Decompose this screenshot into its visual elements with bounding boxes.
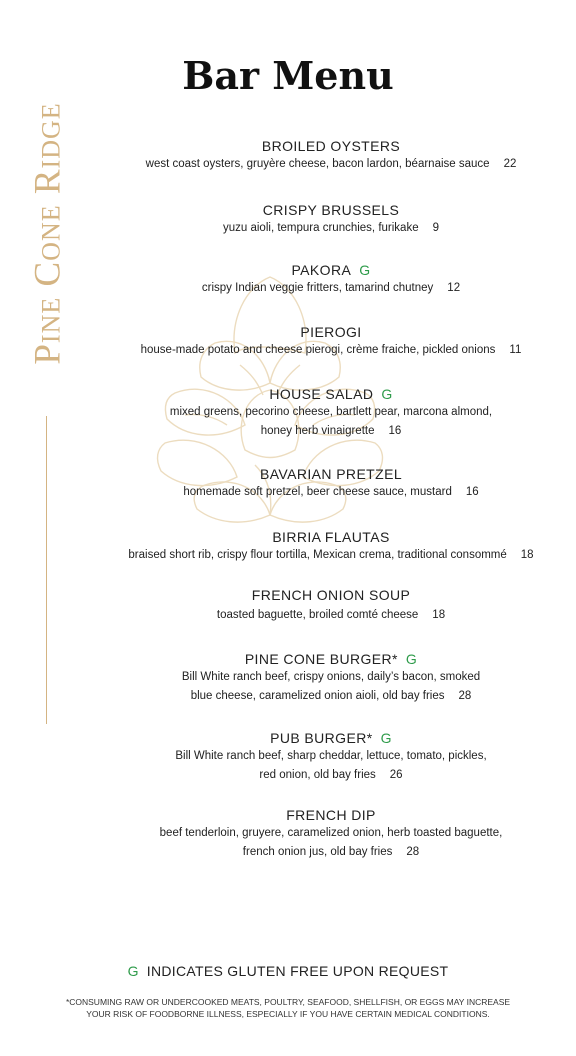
food-safety-disclaimer: *CONSUMING RAW OR UNDERCOOKED MEATS, POULTRY, SEAFOOD, SHELLFISH, OR EGGS MAY INCREASE YOUR RISK OF FOODBORNE ILLNESS, ESPECIALLY IF YOU HAVE CERTAIN MEDICAL CONDITIONS.: [65, 997, 511, 1019]
item-name: BIRRIA FLAUTAS: [272, 529, 390, 545]
menu-item-french-onion-soup: [86, 586, 576, 625]
item-name: BROILED OYSTERS: [261, 138, 401, 154]
item-description: Bill White ranch beef, crispy onions, daily’s bacon, smoked blue cheese, caramelized onion aioli, old bay fries 28: [181, 671, 481, 702]
item-name: FRENCH ONION SOUP: [251, 587, 411, 603]
item-description: homemade soft pretzel, beer cheese sauce, mustard 16: [183, 486, 479, 498]
item-price: 28: [406, 846, 420, 858]
gluten-free-marker: G: [359, 262, 371, 278]
menu-item-pub-burger: [86, 729, 576, 785]
item-name: CRISPY BRUSSELS: [262, 202, 400, 218]
item-price: 22: [503, 158, 517, 170]
gluten-free-marker: G: [405, 651, 418, 667]
item-price: 12: [447, 282, 461, 294]
brand-logo: [22, 80, 74, 386]
brand-divider-line: [46, 416, 47, 724]
menu-item-crispy-brussels: [86, 201, 576, 238]
item-description: mixed greens, pecorino cheese, bartlett pear, marcona almond, honey herb vinaigrette 16: [169, 406, 493, 437]
item-price: 26: [389, 769, 403, 781]
menu-item-pierogi: [86, 323, 576, 360]
menu-item-pakora: [86, 261, 576, 298]
item-price: 16: [388, 425, 402, 437]
brand-name: Pine Cone Ridge: [27, 101, 69, 365]
item-name: PAKORA G: [291, 262, 371, 278]
item-description: house-made potato and cheese pierogi, crème fraiche, pickled onions 11: [140, 344, 522, 356]
item-name: PUB BURGER* G: [270, 730, 392, 746]
item-price: 9: [432, 222, 439, 234]
menu-item-house-salad: [86, 385, 576, 441]
menu-item-bavarian-pretzel: [86, 465, 576, 502]
item-price: 18: [520, 549, 534, 561]
item-description: toasted baguette, broiled comté cheese 18: [216, 609, 446, 621]
item-description: braised short rib, crispy flour tortilla, Mexican crema, traditional consommé 18: [128, 549, 534, 561]
item-description: beef tenderloin, gruyere, caramelized onion, herb toasted baguette, french onion jus, old bay fries 28: [159, 827, 503, 858]
menu-item-broiled-oysters: [86, 137, 576, 174]
item-price: 28: [458, 690, 472, 702]
item-name: PIEROGI: [300, 324, 362, 340]
item-description: west coast oysters, gruyère cheese, bacon lardon, béarnaise sauce 22: [145, 158, 517, 170]
item-description: crispy Indian veggie fritters, tamarind chutney 12: [201, 282, 461, 294]
item-name: FRENCH DIP: [286, 807, 376, 823]
item-description: Bill White ranch beef, sharp cheddar, lettuce, tomato, pickles, red onion, old bay fries 26: [175, 750, 487, 781]
menu-item-birria-flautas: [86, 528, 576, 565]
menu-item-french-dip: [86, 806, 576, 862]
gluten-free-marker: G: [381, 386, 393, 402]
menu-title: Bar Menu: [182, 53, 394, 98]
gluten-free-note: G INDICATES GLUTEN FREE UPON REQUEST: [127, 963, 449, 979]
gluten-free-marker: G: [127, 963, 139, 979]
item-price: 11: [509, 344, 522, 356]
item-name: BAVARIAN PRETZEL: [259, 466, 403, 482]
gluten-free-marker: G: [380, 730, 392, 746]
item-price: 18: [432, 609, 446, 621]
item-name: HOUSE SALAD G: [269, 386, 393, 402]
item-description: yuzu aioli, tempura crunchies, furikake 9: [223, 222, 439, 234]
menu-item-pine-cone-burger: [86, 650, 576, 706]
item-name: PINE CONE BURGER* G: [244, 651, 418, 667]
item-price: 16: [465, 486, 479, 498]
